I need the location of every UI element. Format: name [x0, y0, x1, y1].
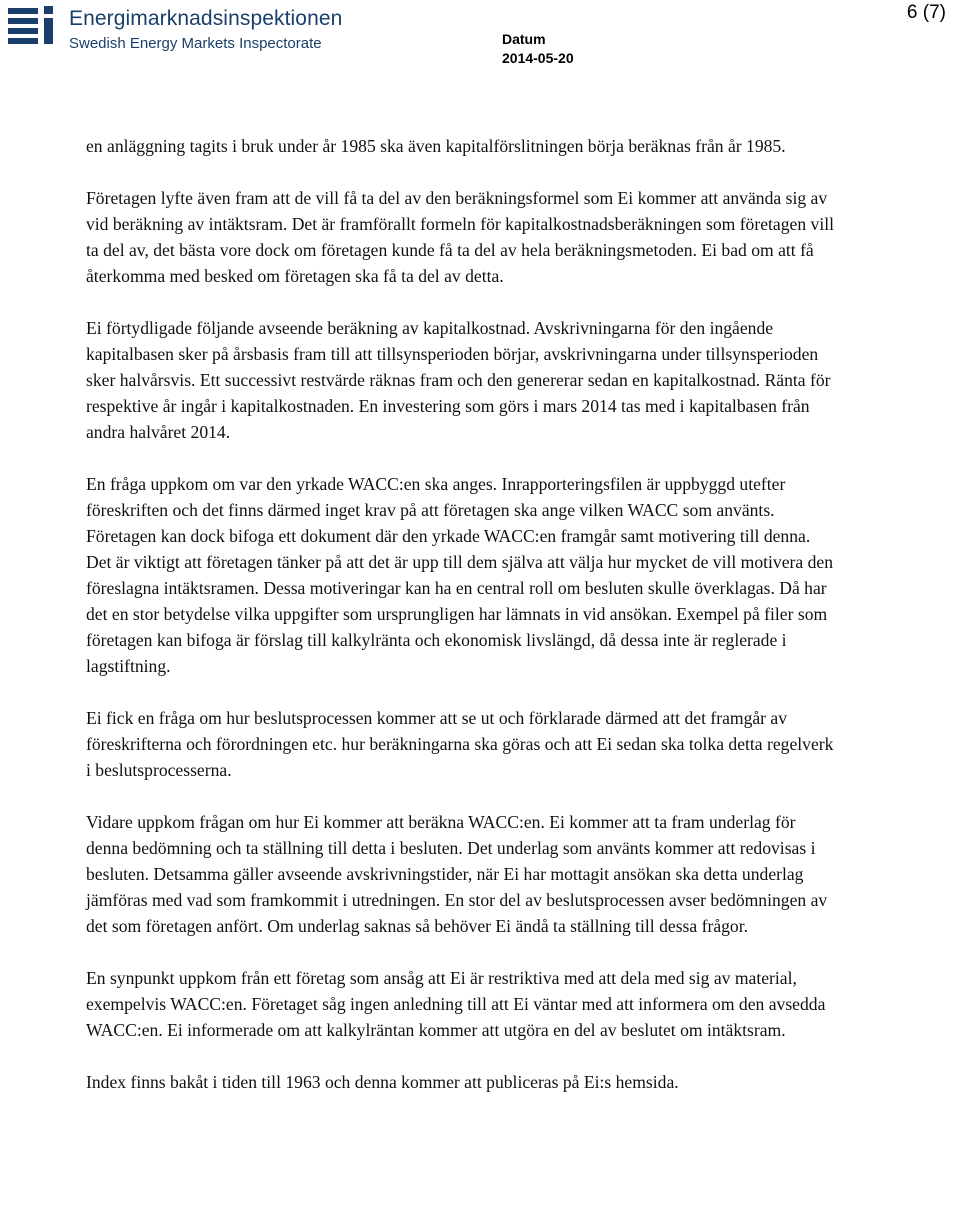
paragraph: En fråga uppkom om var den yrkade WACC:en ska anges. Inrapporteringsfilen är uppbyggd utefter föreskriften och det finns därmed inget krav på att företagen ska ange vilken WACC som använts. Företagen kan dock bifoga ett dokument där den yrkade WACC:en framgår samt motivering till denna. Det är viktigt att företagen tänker på att det är upp till dem själva att välja hur mycket de vill motivera den föreslagna intäktsramen. Dessa motiveringar kan ha en central roll om besluten skulle överklagas. Då har det en stor betydelse vilka uppgifter som ursprungligen har lämnats in vid ansökan. Exempel på filer som företagen kan bifoga är förslag till kalkylränta och ekonomisk livslängd, då dessa inte är reglerade i lagstiftning. — [86, 474, 833, 676]
date-value: 2014-05-20 — [502, 50, 574, 66]
date-label: Datum — [502, 31, 546, 47]
organization-name — [69, 6, 342, 54]
page-header — [0, 0, 960, 80]
date-block — [502, 30, 574, 68]
paragraph: En synpunkt uppkom från ett företag som ansåg att Ei är restriktiva med att dela med sig av material, exempelvis WACC:en. Företaget såg ingen anledning till att Ei väntar med att informera om den avsedda WACC:en. Ei informerade om att kalkylräntan kommer att utgöra en del av beslutet om intäktsram. — [86, 968, 826, 1040]
paragraph: Ei förtydligade följande avseende beräkning av kapitalkostnad. Avskrivningarna för den ingående kapitalbasen sker på årsbasis fram till att tillsynsperioden börjar, avskrivningarna under tillsynsperioden sker halvårsvis. Ett successivt restvärde räknas fram och den genererar sedan en kapitalkostnad. Ränta för respektive år ingår i kapitalkostnaden. En investering som görs i mars 2014 tas med i kapitalbasen från andra halvåret 2014. — [86, 318, 831, 442]
paragraph: Företagen lyfte även fram att de vill få ta del av den beräkningsformel som Ei kommer att använda sig av vid beräkning av intäktsram. Det är framförallt formeln för kapitalkostnadsberäkningen som företagen vill ta del av, det bästa vore dock om företagen kunde få ta del av hela beräkningsmetoden. Ei bad om att få återkomma med besked om företagen ska få ta del av detta. — [86, 188, 834, 286]
document-body — [86, 133, 838, 1095]
paragraph: Vidare uppkom frågan om hur Ei kommer att beräkna WACC:en. Ei kommer att ta fram underlag för denna bedömning och ta ställning till detta i besluten. Det underlag som använts kommer att redovisas i besluten. Detsamma gäller avseende avskrivningstider, när Ei har mottagit ansökan ska detta underlag jämföras med vad som framkommit i utredningen. En stor del av beslutsprocessen avser bedömningen av det som företagen anfört. Om underlag saknas så behöver Ei ändå ta ställning till dessa frågor. — [86, 812, 828, 936]
org-name-english: Swedish Energy Markets Inspectorate — [69, 35, 322, 52]
ei-logo-icon — [8, 2, 64, 50]
org-name-swedish: Energimarknadsinspektionen — [69, 7, 343, 30]
paragraph: Ei fick en fråga om hur beslutsprocessen kommer att se ut och förklarade därmed att det framgår av föreskrifterna och förordningen etc. hur beräkningarna ska göras och att Ei sedan ska tolka detta regelverk i beslutsprocesserna. — [86, 708, 834, 780]
paragraph: en anläggning tagits i bruk under år 1985 ska även kapitalförslitningen börja beräknas från år 1985. — [86, 136, 786, 156]
paragraph: Index finns bakåt i tiden till 1963 och denna kommer att publiceras på Ei:s hemsida. — [86, 1072, 679, 1092]
page-number: 6 (7) — [906, 2, 946, 23]
